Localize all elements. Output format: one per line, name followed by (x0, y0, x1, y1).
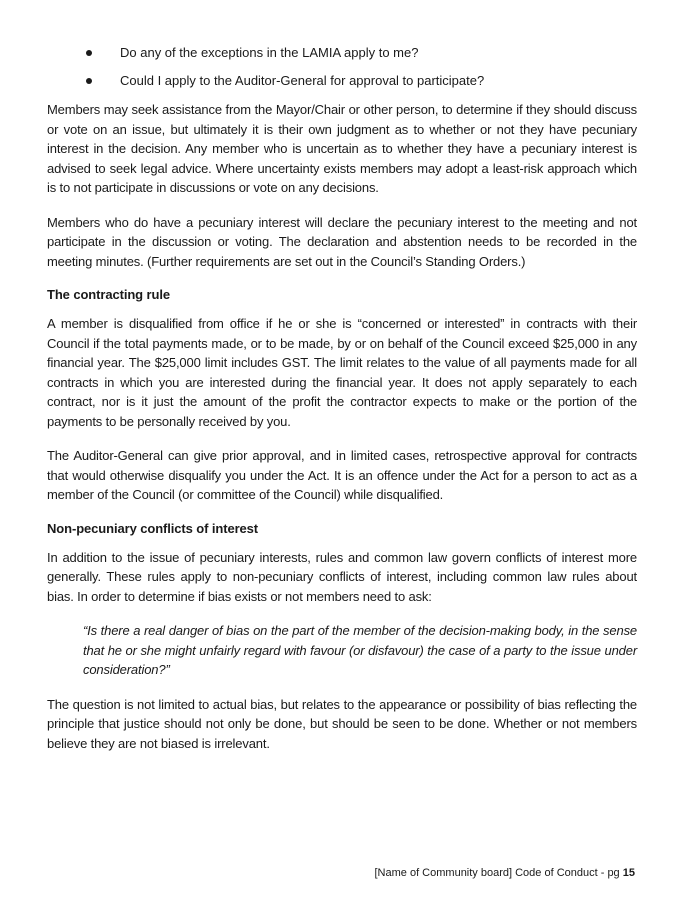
footer-text: [Name of Community board] Code of Conduct - pg (374, 867, 620, 879)
bullet-text: Do any of the exceptions in the LAMIA apply to me? (120, 45, 419, 60)
paragraph-disqualification: A member is disqualified from office if he or she is “concerned or interested” in contracts with their Council if the total payments made, or to be made, by or on behalf of the Council exceed $25,000 in any financial year. The $25,000 limit includes GST. The limit relates to the value of all payments made for all contracts in which you are interested during the financial year. It does not apply separately to each contract, nor is it just the amount of the profit the contractor expects to make or the portion of the payments to be personally received by you. (47, 316, 637, 429)
heading-contracting-rule: The contracting rule (47, 287, 170, 302)
list-item (47, 44, 637, 61)
page-content (47, 44, 637, 768)
list-item (47, 72, 637, 89)
bullet-text: Could I apply to the Auditor-General for approval to participate? (120, 73, 485, 88)
question-list (47, 44, 637, 89)
paragraph-declare-interest: Members who do have a pecuniary interest will declare the pecuniary interest to the meeting and not participate in the discussion or voting. The declaration and abstention needs to be recorded in the meeting minutes. (Further requirements are set out in the Council’s Standing Orders.) (47, 214, 637, 269)
page-number: 15 (622, 867, 635, 879)
bias-test-quote: “Is there a real danger of bias on the part of the member of the decision-making body, in the sense that he or she might unfairly regard with favour (or disfavour) the case of a party to the issue under consideration?” (83, 623, 637, 677)
heading-non-pecuniary: Non-pecuniary conflicts of interest (47, 520, 259, 536)
paragraph-common-law: In addition to the issue of pecuniary interests, rules and common law govern conflicts of interest more generally. These rules apply to non-pecuniary conflicts of interest, including common law rules about bias. In order to determine if bias exists or not members need to ask: (47, 549, 637, 604)
bullet-icon (86, 78, 92, 84)
paragraph-seek-assistance: Members may seek assistance from the Mayor/Chair or other person, to determine if they should discuss or vote on an issue, but ultimately it is their own judgment as to whether or not they have pecuniary interest in the decision. Any member who is uncertain as to whether they have a pecuniary interest is advised to seek legal advice. Where uncertainty exists members may adopt a least-risk approach which is to not participate in discussions or vote on any decisions. (47, 102, 637, 195)
paragraph-auditor-approval: The Auditor-General can give prior approval, and in limited cases, retrospective approval for contracts that would otherwise disqualify you under the Act. It is an offence under the Act for a person to act as a member of the Council (or committee of the Council) while disqualified. (47, 448, 637, 502)
bullet-icon (86, 50, 92, 56)
page-footer (375, 866, 636, 880)
paragraph-appearance-of-bias: The question is not limited to actual bias, but relates to the appearance or possibility of bias reflecting the principle that justice should not only be done, but should be seen to be done. Whether or not members believe they are not biased is irrelevant. (47, 696, 637, 751)
